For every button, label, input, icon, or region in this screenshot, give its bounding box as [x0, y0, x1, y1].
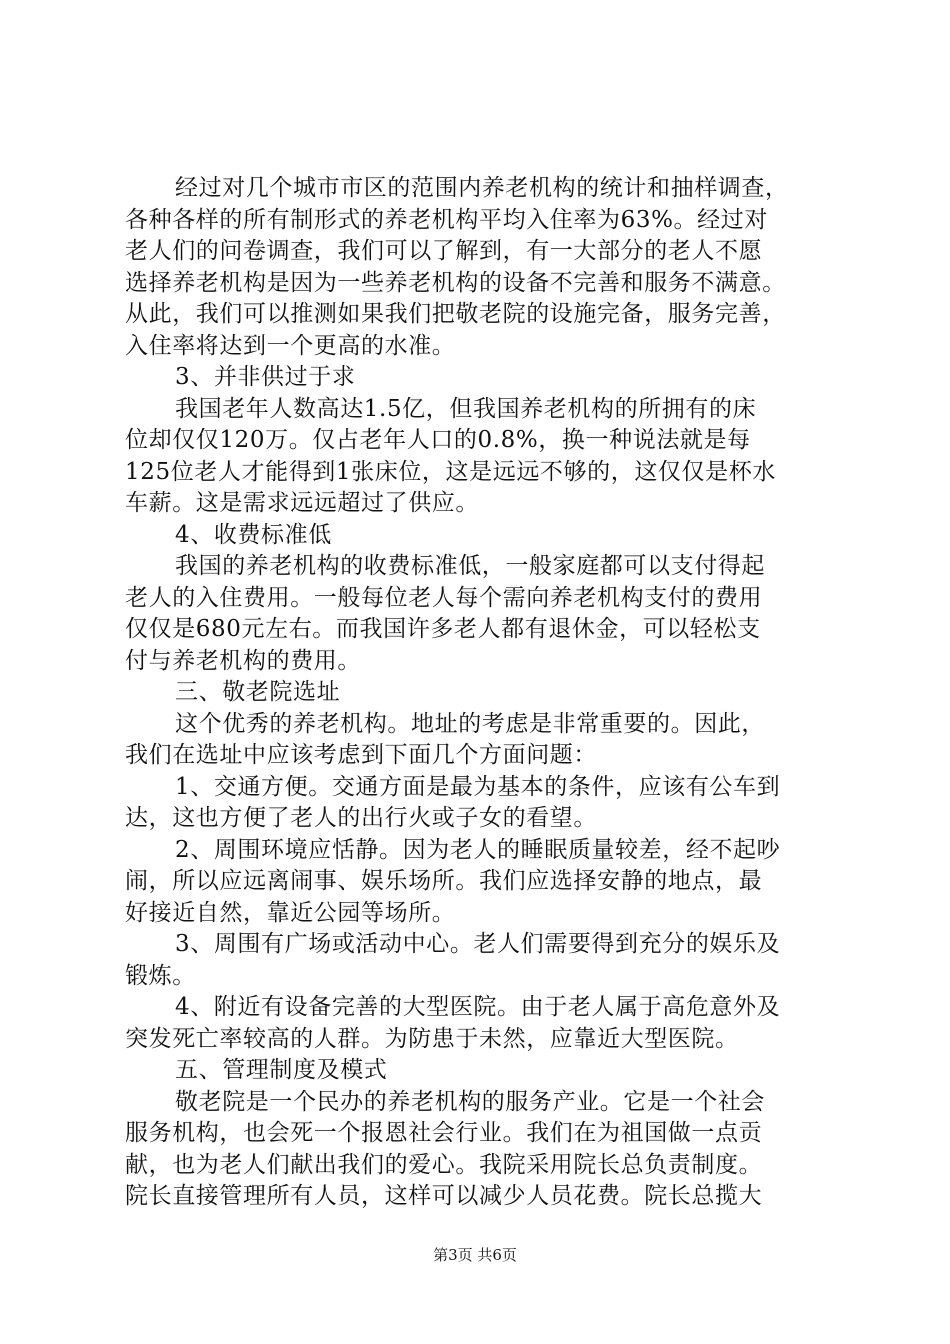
section-heading: 三、敬老院选址: [175, 679, 341, 705]
list-item-line: 4、附近有设备完善的大型医院。由于老人属于高危意外及: [175, 994, 781, 1020]
paragraph-line: 这个优秀的养老机构。地址的考虑是非常重要的。因此，: [175, 710, 765, 737]
paragraph-line: 老人的入住费用。一般每位老人每个需向养老机构支付的费用: [125, 584, 763, 611]
body-text: [125, 173, 845, 1213]
paragraph-line: 敬老院是一个民办的养老机构的服务产业。它是一个社会: [175, 1088, 765, 1115]
paragraph-line: 各种各样的所有制形式的养老机构平均入住率为63%。经过对: [125, 206, 768, 233]
list-item-line: 达，这也方便了老人的出行火或子女的看望。: [125, 805, 597, 831]
paragraph-line: 我国的养老机构的收费标准低，一般家庭都可以支付得起: [175, 553, 765, 579]
paragraph-line: 付与养老机构的费用。: [125, 647, 361, 674]
list-item-line: 突发死亡率较高的人群。为防患于未然，应靠近大型医院。: [125, 1025, 739, 1052]
paragraph-line: 选择养老机构是因为一些养老机构的设备不完善和服务不满意。: [125, 269, 786, 296]
paragraph-line: 从此，我们可以推测如果我们把敬老院的设施完备，服务完善，: [125, 301, 786, 327]
paragraph-line: 仅仅是680元左右。而我国许多老人都有退休金，可以轻松支: [125, 616, 761, 642]
list-item-line: 好接近自然，靠近公园等场所。: [125, 899, 456, 926]
paragraph-line: 我们在选址中应该考虑到下面几个方面问题：: [125, 742, 597, 768]
paragraph-line: 献，也为老人们献出我们的爱心。我院采用院长总负责制度。: [125, 1151, 763, 1178]
list-item-line: 闹，所以应远离闹事、娱乐场所。我们应选择安静的地点，最: [125, 868, 763, 894]
paragraph-line: 位却仅仅120万。仅占老年人口的0.8%，换一种说法就是每: [125, 427, 751, 453]
paragraph-line: 125位老人才能得到1张床位，这是远远不够的，这仅仅是杯水: [125, 458, 776, 485]
paragraph-line: 老人们的问卷调查，我们可以了解到，有一大部分的老人不愿: [125, 238, 763, 264]
list-item-line: 1、交通方便。交通方面是最为基本的条件，应该有公车到: [175, 773, 781, 800]
list-item-line: 锻炼。: [125, 962, 196, 989]
list-item-line: 3、周围有广场或活动中心。老人们需要得到充分的娱乐及: [175, 931, 781, 957]
list-item-line: 2、周围环境应恬静。因为老人的睡眠质量较差，经不起吵: [175, 836, 781, 863]
page-footer: 第3页 共6页: [433, 1246, 517, 1264]
section-heading: 3、并非供过于求: [175, 364, 356, 390]
paragraph-line: 院长直接管理所有人员，这样可以减少人员花费。院长总揽大: [125, 1183, 763, 1209]
paragraph-line: 我国老年人数高达1.5亿，但我国养老机构的所拥有的床: [175, 395, 757, 422]
paragraph-line: 服务机构，也会死一个报恩社会行业。我们在为祖国做一点贡: [125, 1120, 763, 1146]
paragraph-line: 经过对几个城市市区的范围内养老机构的统计和抽样调查，: [175, 175, 789, 201]
paragraph-line: 入住率将达到一个更高的水准。: [125, 332, 456, 359]
paragraph-line: 车薪。这是需求远远超过了供应。: [125, 490, 479, 516]
section-heading: 4、收费标准低: [175, 521, 332, 548]
section-heading: 五、管理制度及模式: [175, 1057, 388, 1083]
